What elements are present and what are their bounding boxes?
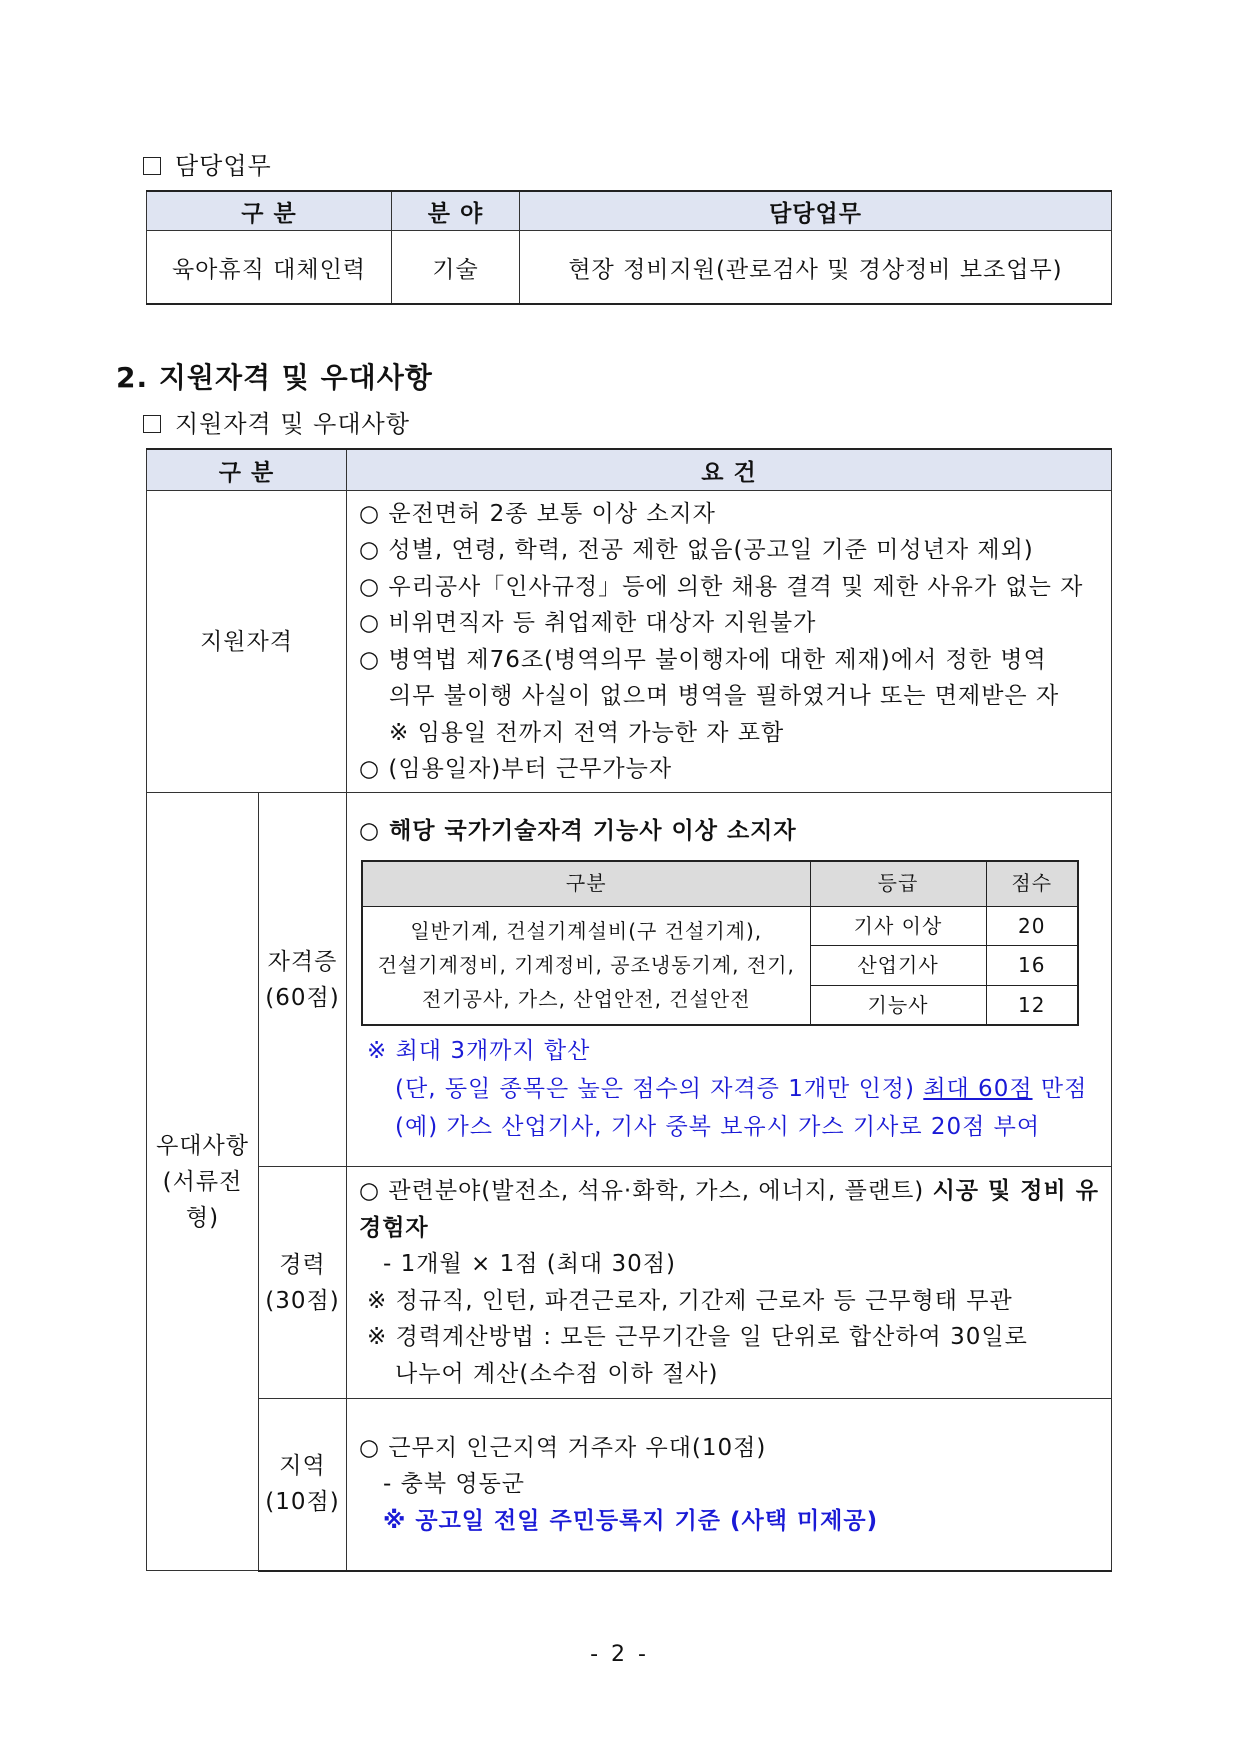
certificate-label: 자격증 (60점) — [259, 793, 347, 1167]
career-label: 경력 (30점) — [259, 1167, 347, 1399]
duty-cell-field: 기술 — [392, 231, 520, 305]
checkbox-square-icon — [143, 415, 161, 433]
list-item: - 충북 영동군 — [383, 1471, 526, 1497]
cert-header-grade: 등급 — [810, 861, 986, 907]
cert-grade: 산업기사 — [810, 946, 986, 986]
table-row — [147, 231, 1112, 305]
cert-score: 16 — [986, 946, 1078, 986]
list-item: ○ 운전면허 2종 보통 이상 소지자 — [359, 500, 716, 527]
career-requirements — [347, 1167, 1112, 1399]
cert-grade: 기사 이상 — [810, 906, 986, 946]
certificate-note-same-kind: (단, 동일 종목은 높은 점수의 자격증 1개만 인정) 최대 60점 만점 — [395, 1076, 1088, 1102]
certificate-note-max: ※ 최대 3개까지 합산 — [367, 1038, 591, 1064]
certificate-note-example: (예) 가스 산업기사, 기사 중복 보유시 가스 기사로 20점 부여 — [395, 1114, 1041, 1140]
duty-cell-category: 육아휴직 대체인력 — [147, 231, 392, 305]
region-label: 지역 (10점) — [259, 1399, 347, 1571]
checkbox-square-icon — [143, 157, 161, 175]
table-row — [362, 906, 1078, 946]
cert-header-category: 구분 — [362, 861, 810, 907]
duty-header-category: 구 분 — [147, 191, 392, 231]
table-row — [147, 793, 1112, 1167]
list-item: ※ 공고일 전일 주민등록지 기준 (사택 미제공) — [383, 1507, 879, 1534]
list-item: ※ 정규직, 인턴, 파견근로자, 기간제 근로자 등 근무형태 무관 — [367, 1287, 1013, 1314]
qualification-requirements — [347, 491, 1112, 793]
duty-header-duty: 담당업무 — [520, 191, 1112, 231]
list-item: ○ 우리공사「인사규정」등에 의한 채용 결격 및 제한 사유가 없는 자 — [359, 573, 1084, 600]
list-item: 나누어 계산(소수점 이하 절사) — [395, 1360, 719, 1387]
cert-score: 20 — [986, 906, 1078, 946]
certificate-score-table — [361, 860, 1079, 1027]
certificate-requirements — [347, 793, 1112, 1167]
duty-heading: 담당업무 — [143, 146, 272, 181]
cert-fields: 일반기계, 건설기계설비(구 건설기계), 건설기계정비, 기계정비, 공조냉동기계, 전기, 전기공사, 가스, 산업안전, 건설안전 — [362, 906, 810, 1025]
duty-table — [146, 190, 1112, 305]
list-item: ○ 비위면직자 등 취업제한 대상자 지원불가 — [359, 610, 817, 636]
table-row — [147, 1167, 1112, 1399]
list-item: - 1개월 × 1점 (최대 30점) — [383, 1251, 676, 1277]
list-item: 의무 불이행 사실이 없으며 병역을 필하였거나 또는 면제받은 자 — [389, 683, 1060, 709]
page-number: - 2 - — [590, 1642, 649, 1667]
list-item: ○ (임용일자)부터 근무가능자 — [359, 756, 673, 782]
qual-header-category: 구 분 — [147, 449, 347, 491]
cert-grade: 기능사 — [810, 985, 986, 1025]
list-item: ○ 병역법 제76조(병역의무 불이행자에 대한 제재)에서 정한 병역 — [359, 646, 1047, 673]
list-item: ○ 근무지 인근지역 거주자 우대(10점) — [359, 1434, 767, 1461]
section-title: 2. 지원자격 및 우대사항 — [116, 361, 433, 394]
table-row — [147, 491, 1112, 793]
qual-header-requirement: 요 건 — [347, 449, 1112, 491]
qualification-subheading: 지원자격 및 우대사항 — [143, 404, 410, 439]
region-requirements — [347, 1399, 1112, 1571]
preference-label: 우대사항 (서류전형) — [147, 793, 259, 1571]
table-row — [147, 1399, 1112, 1571]
certificate-heading: ○ 해당 국가기술자격 기능사 이상 소지자 — [359, 818, 797, 844]
qualification-table — [146, 448, 1112, 1572]
list-item: ○ 성별, 연령, 학력, 전공 제한 없음(공고일 기준 미성년자 제외) — [359, 537, 1034, 563]
list-item: ○ 관련분야(발전소, 석유·화학, 가스, 에너지, 플랜트) 시공 및 정비 유경험자 — [359, 1178, 1099, 1241]
list-item: ※ 임용일 전까지 전역 가능한 자 포함 — [389, 719, 785, 746]
cert-score: 12 — [986, 985, 1078, 1025]
duty-header-field: 분 야 — [392, 191, 520, 231]
cert-header-score: 점수 — [986, 861, 1078, 907]
qualification-label: 지원자격 — [147, 491, 347, 793]
list-item: ※ 경력계산방법 : 모든 근무기간을 일 단위로 합산하여 30일로 — [367, 1324, 1028, 1350]
duty-cell-duty: 현장 정비지원(관로검사 및 경상정비 보조업무) — [520, 231, 1112, 305]
